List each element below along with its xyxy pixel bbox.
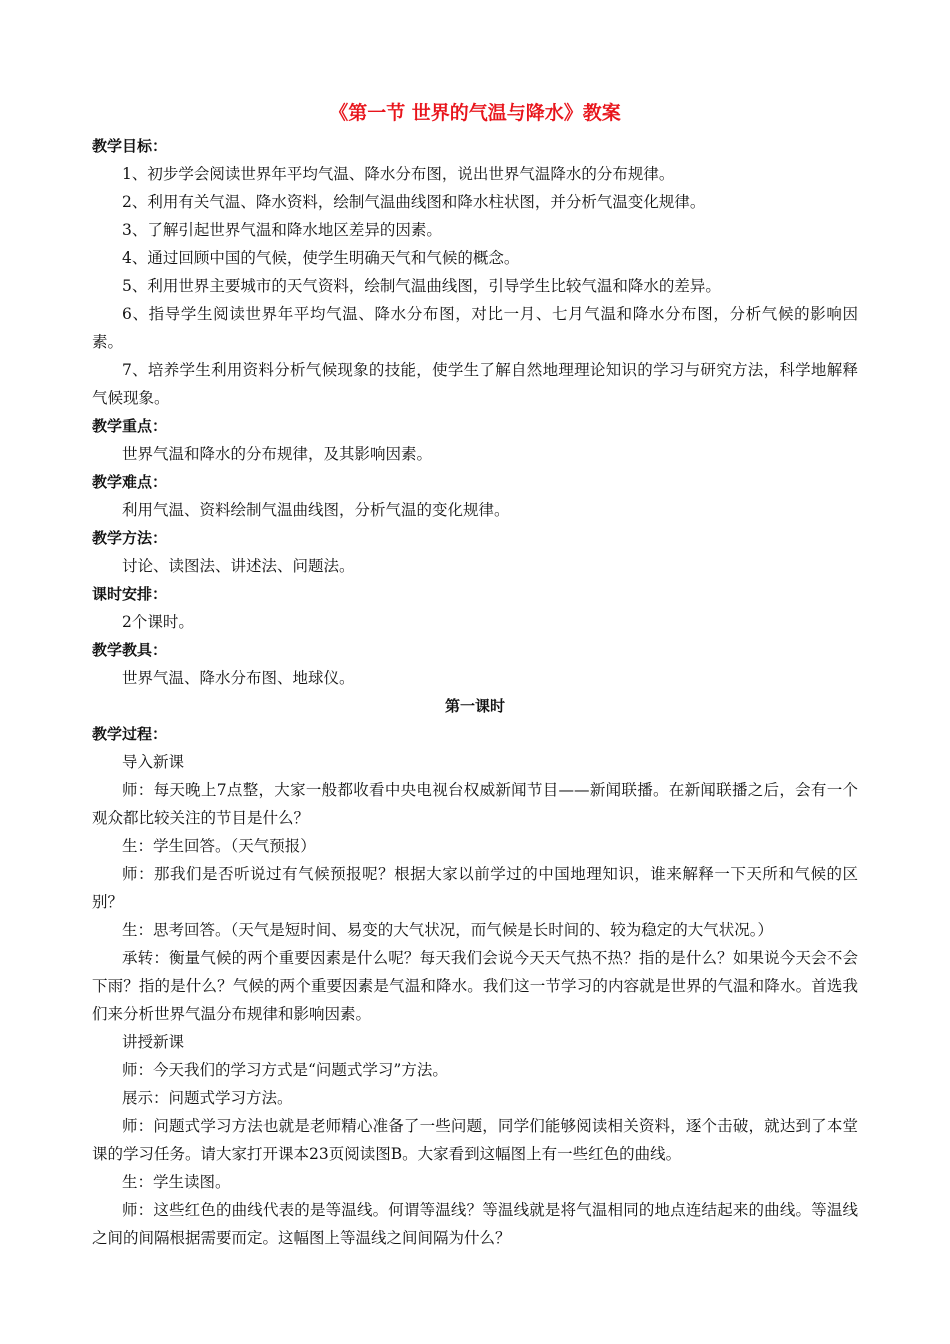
goal-item: 4、通过回顾中国的气候，使学生明确天气和气候的概念。	[122, 249, 520, 267]
process-paragraph: 导入新课	[122, 753, 185, 771]
process-paragraph: 讲授新课	[122, 1033, 185, 1051]
process-paragraph: 师：那我们是否听说过有气候预报呢？根据大家以前学过的中国地理知识，谁来解释一下天所和气候的区别？	[92, 865, 858, 911]
goals-heading: 教学目标：	[92, 137, 168, 155]
process-heading: 教学过程：	[92, 725, 168, 743]
process-paragraph: 生：学生回答。（天气预报）	[122, 837, 316, 855]
goal-item: 5、利用世界主要城市的天气资料，绘制气温曲线图，引导学生比较气温和降水的差异。	[122, 277, 721, 295]
process-paragraph: 师：今天我们的学习方式是“问题式学习”方法。	[122, 1061, 448, 1079]
difficult-text: 利用气温、资料绘制气温曲线图，分析气温的变化规律。	[122, 501, 510, 519]
goal-item: 1、初步学会阅读世界年平均气温、降水分布图，说出世界气温降水的分布规律。	[122, 165, 675, 183]
method-heading: 教学方法：	[92, 529, 168, 547]
document-title: 《第一节 世界的气温与降水》教案	[329, 102, 621, 124]
goal-item: 3、了解引起世界气温和降水地区差异的因素。	[122, 221, 442, 239]
process-paragraph: 师：每天晚上7点整，大家一般都收看中央电视台权威新闻节目——新闻联播。在新闻联播之后，会有一个观众都比较关注的节目是什么？	[92, 781, 858, 827]
schedule-text: 2个课时。	[122, 613, 194, 631]
process-paragraph: 生：学生读图。	[122, 1173, 231, 1191]
goal-item: 7、培养学生利用资料分析气候现象的技能，使学生了解自然地理理论知识的学习与研究方法，科学地解释气候现象。	[92, 361, 858, 407]
tools-text: 世界气温、降水分布图、地球仪。	[122, 669, 355, 687]
key-text: 世界气温和降水的分布规律，及其影响因素。	[122, 445, 433, 463]
process-paragraph: 承转：衡量气候的两个重要因素是什么呢？每天我们会说今天天气热不热？指的是什么？如果说今天会不会下雨？指的是什么？气候的两个重要因素是气温和降水。我们这一节学习的内容就是世界的气温和降水。首选我们来分析世界气温分布规律和影响因素。	[92, 949, 858, 1023]
process-paragraph: 生：思考回答。（天气是短时间、易变的大气状况，而气候是长时间的、较为稳定的大气状况。）	[122, 921, 774, 939]
goal-item: 6、指导学生阅读世界年平均气温、降水分布图，对比一月、七月气温和降水分布图，分析气候的影响因素。	[92, 305, 858, 351]
document-body	[92, 132, 858, 1252]
lesson-title: 第一课时	[444, 697, 505, 715]
goal-item: 2、利用有关气温、降水资料，绘制气温曲线图和降水柱状图，并分析气温变化规律。	[122, 193, 706, 211]
key-heading: 教学重点：	[92, 417, 168, 435]
tools-heading: 教学教具：	[92, 641, 168, 659]
schedule-heading: 课时安排：	[92, 585, 168, 603]
process-paragraph: 展示：问题式学习方法。	[122, 1089, 293, 1107]
process-paragraph: 师：这些红色的曲线代表的是等温线。何谓等温线？等温线就是将气温相同的地点连结起来的曲线。等温线之间的间隔根据需要而定。这幅图上等温线之间间隔为什么？	[92, 1201, 858, 1247]
process-paragraph: 师：问题式学习方法也就是老师精心准备了一些问题，同学们能够阅读相关资料，逐个击破，就达到了本堂课的学习任务。请大家打开课本23页阅读图B。大家看到这幅图上有一些红色的曲线。	[92, 1117, 858, 1163]
method-text: 讨论、读图法、讲述法、问题法。	[122, 557, 355, 575]
difficult-heading: 教学难点：	[92, 473, 168, 491]
